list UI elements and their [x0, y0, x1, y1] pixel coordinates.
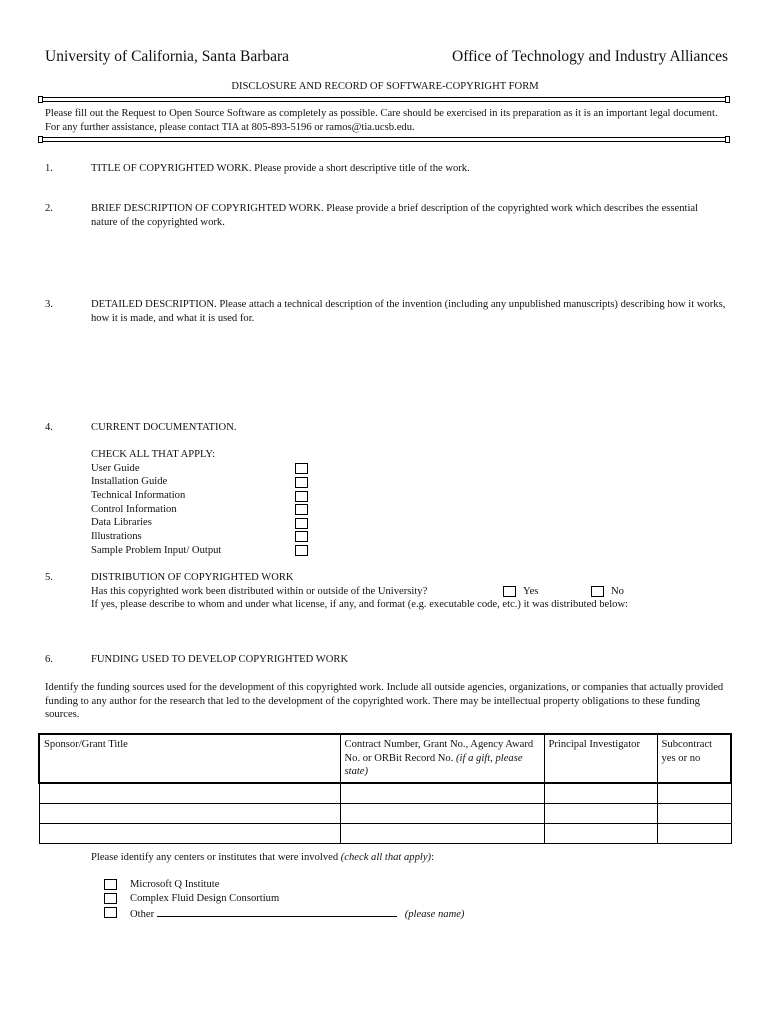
- centers-prompt: Please identify any centers or institutes that were involved (check all that apply):: [91, 852, 435, 863]
- col-contract-header: Contract Number, Grant No., Agency Award No. or ORBit Record No. (if a gift, please state): [340, 734, 544, 783]
- funding-table: [38, 733, 732, 844]
- pi-cell[interactable]: [544, 803, 657, 823]
- center-item-complex-fluid: Complex Fluid Design Consortium: [130, 893, 280, 904]
- doc-checkbox-installation-guide[interactable]: [295, 477, 308, 488]
- office-name: Office of Technology and Industry Alliances: [452, 48, 728, 65]
- distribution-followup: If yes, please describe to whom and under what license, if any, and format (e.g. executable code, etc.) it was distributed below:: [91, 599, 629, 610]
- contract-cell[interactable]: [340, 823, 544, 843]
- other-name-field[interactable]: [157, 906, 397, 917]
- doc-checkbox-illustrations[interactable]: [295, 531, 308, 542]
- section-6-title: FUNDING USED TO DEVELOP COPYRIGHTED WORK: [91, 654, 349, 665]
- top-divider: [41, 97, 727, 102]
- section-5-number: 5.: [45, 572, 53, 583]
- section-2-number: 2.: [45, 203, 53, 214]
- doc-item-user-guide: User Guide: [91, 463, 140, 474]
- doc-checkbox-control-information[interactable]: [295, 504, 308, 515]
- please-name-hint: (please name): [404, 909, 465, 920]
- distribution-yes-checkbox[interactable]: [503, 586, 516, 597]
- form-title: DISCLOSURE AND RECORD OF SOFTWARE-COPYRIGHT FORM: [231, 81, 539, 92]
- doc-item-sample-problem: Sample Problem Input/ Output: [91, 545, 222, 556]
- center-checkbox-complex-fluid[interactable]: [104, 893, 117, 904]
- center-item-microsoft-q: Microsoft Q Institute: [130, 879, 220, 890]
- contract-cell[interactable]: [340, 783, 544, 804]
- distribution-yes-label: Yes: [523, 586, 539, 597]
- col-subcontract-header: Subcontract yes or no: [657, 734, 731, 783]
- table-row: [39, 783, 731, 804]
- sponsor-cell[interactable]: [39, 823, 340, 843]
- table-row: [39, 803, 731, 823]
- subcontract-cell[interactable]: [657, 823, 731, 843]
- funding-instructions: Identify the funding sources used for the development of this copyrighted work. Include all outside agencies, organizations, or companies that actually provided funding to any author for the research that led to the development of the copyrighted work. There may be intellectual property obligations to these funding sources.: [45, 682, 724, 721]
- section-4-number: 4.: [45, 422, 53, 433]
- doc-item-control-information: Control Information: [91, 504, 177, 515]
- pi-cell[interactable]: [544, 783, 657, 804]
- center-checkbox-other[interactable]: [104, 907, 117, 918]
- other-label: Other: [130, 909, 155, 920]
- doc-item-data-libraries: Data Libraries: [91, 517, 152, 528]
- sponsor-cell[interactable]: [39, 803, 340, 823]
- bottom-divider: [41, 137, 727, 142]
- center-checkbox-microsoft-q[interactable]: [104, 879, 117, 890]
- distribution-question: Has this copyrighted work been distributed within or outside of the University?: [91, 586, 428, 597]
- distribution-no-checkbox[interactable]: [591, 586, 604, 597]
- table-row: [39, 823, 731, 843]
- doc-checkbox-technical-information[interactable]: [295, 491, 308, 502]
- contract-cell[interactable]: [340, 803, 544, 823]
- doc-item-technical-information: Technical Information: [91, 490, 186, 501]
- pi-cell[interactable]: [544, 823, 657, 843]
- check-all-label: CHECK ALL THAT APPLY:: [91, 449, 216, 460]
- university-name: University of California, Santa Barbara: [45, 48, 290, 65]
- sponsor-cell[interactable]: [39, 783, 340, 804]
- section-4-title: CURRENT DOCUMENTATION.: [91, 422, 237, 433]
- doc-checkbox-user-guide[interactable]: [295, 463, 308, 474]
- section-3-text: DETAILED DESCRIPTION. Please attach a technical description of the invention (including any unpublished manuscripts) describing how it works, how it is made, and what it is used for.: [91, 299, 726, 324]
- doc-checkbox-data-libraries[interactable]: [295, 518, 308, 529]
- center-item-other: [130, 906, 464, 922]
- subcontract-cell[interactable]: [657, 803, 731, 823]
- section-2-text: BRIEF DESCRIPTION OF COPYRIGHTED WORK. Please provide a brief description of the copyrighted work which describes the essential nature of the copyrighted work.: [91, 203, 699, 228]
- section-6-number: 6.: [45, 654, 53, 665]
- subcontract-cell[interactable]: [657, 783, 731, 804]
- col-sponsor-header: Sponsor/Grant Title: [39, 734, 340, 783]
- section-3-number: 3.: [45, 299, 53, 310]
- distribution-no-label: No: [611, 586, 624, 597]
- doc-checkbox-sample-problem[interactable]: [295, 545, 308, 556]
- doc-item-illustrations: Illustrations: [91, 531, 142, 542]
- table-header-row: [39, 734, 731, 783]
- section-1-number: 1.: [45, 163, 53, 174]
- doc-item-installation-guide: Installation Guide: [91, 476, 168, 487]
- section-5-title: DISTRIBUTION OF COPYRIGHTED WORK: [91, 572, 294, 583]
- intro-text: Please fill out the Request to Open Source Software as completely as possible. Care should be exercised in its preparation as it is an important legal document. For any further assistance, please contact TIA at 805-893-5196 or ramos@tia.ucsb.edu.: [45, 108, 718, 133]
- col-pi-header: Principal Investigator: [544, 734, 657, 783]
- section-1-text: TITLE OF COPYRIGHTED WORK. Please provide a short descriptive title of the work.: [91, 163, 470, 174]
